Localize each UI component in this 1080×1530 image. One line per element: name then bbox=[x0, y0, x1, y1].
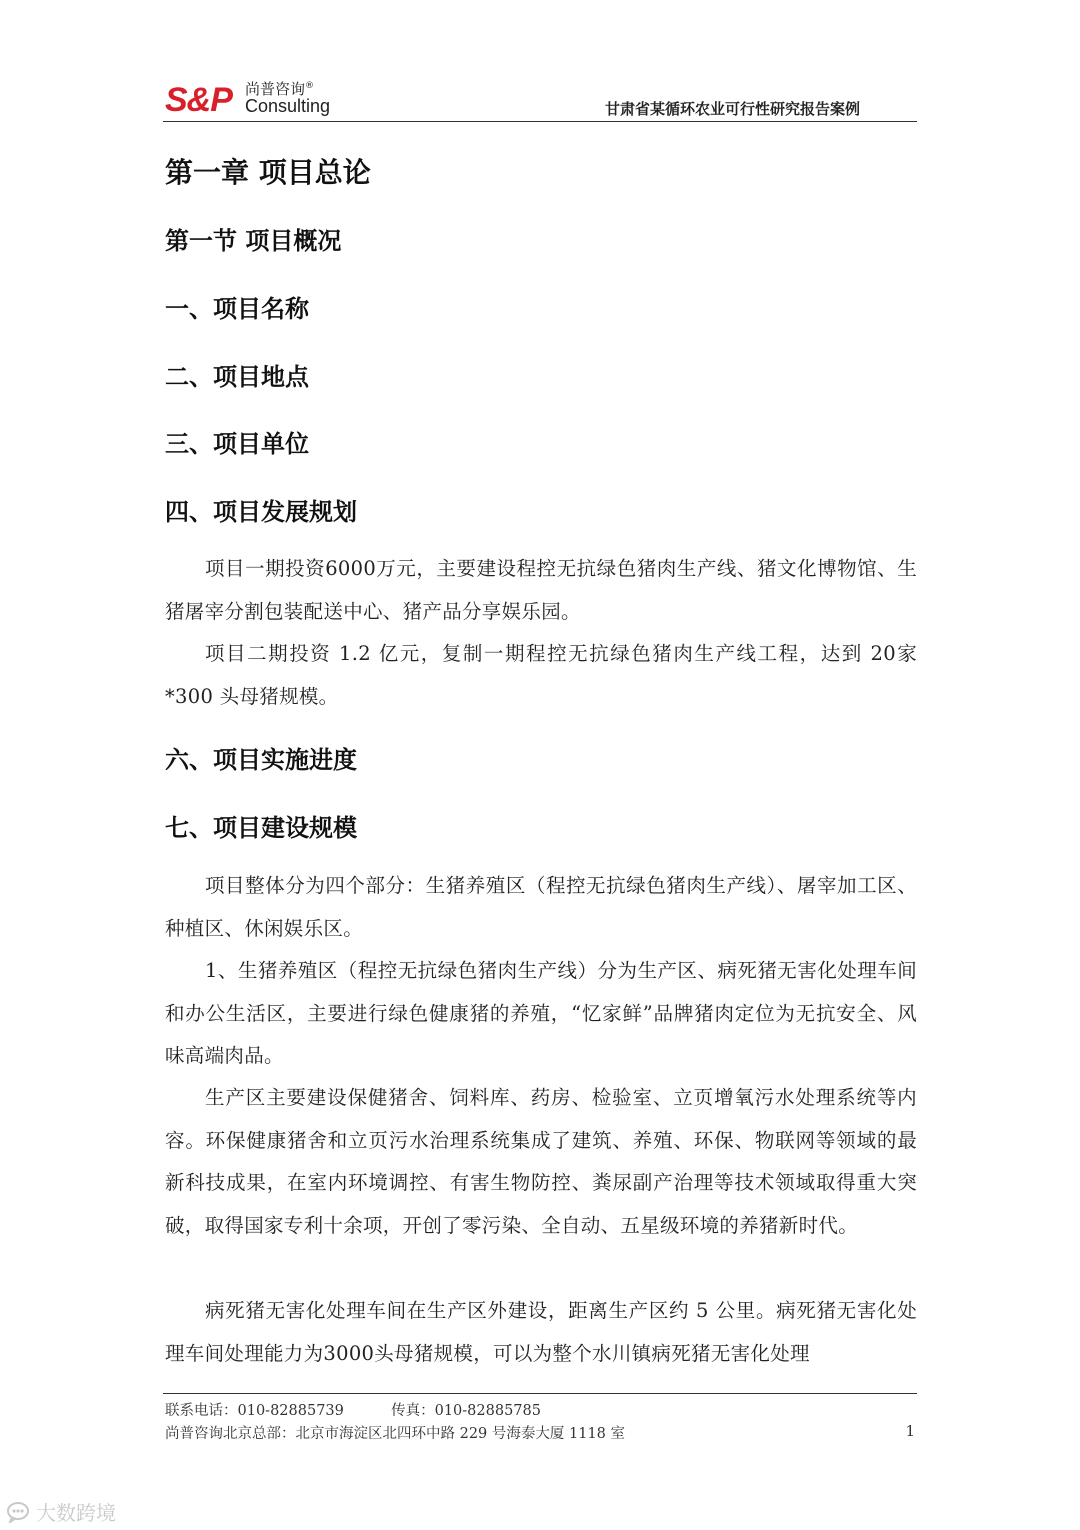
footer-divider bbox=[163, 1393, 917, 1394]
page-number: 1 bbox=[905, 1422, 915, 1440]
chat-bubble-icon bbox=[6, 1501, 32, 1523]
paragraph-overall: 项目整体分为四个部分：生猪养殖区（程控无抗绿色猪肉生产线）、屠宰加工区、种植区、休闲娱乐区。 bbox=[165, 874, 917, 940]
item-heading-plan: 四、项目发展规划 bbox=[165, 498, 357, 526]
paragraph-phase-one: 项目一期投资6000万元，主要建设程控无抗绿色猪肉生产线、猪文化博物馆、生猪屠宰分割包装配送中心、猪产品分享娱乐园。 bbox=[165, 557, 917, 623]
paragraph-production-area: 生产区主要建设保健猪舍、饲料库、药房、检验室、立页增氧污水处理系统等内容。环保健康猪舍和立页污水治理系统集成了建筑、养殖、环保、物联网等领域的最新科技成果，在室内环境调控、有害生物防控、粪尿副产治理等技术领域取得重大突破，取得国家专利十余项，开创了零污染、全自动、五星级环境的养猪新时代。 bbox=[165, 1086, 917, 1237]
footer-contact bbox=[165, 1399, 541, 1420]
paragraph-phase-two: 项目二期投资 1.2 亿元，复制一期程控无抗绿色猪肉生产线工程，达到 20家*300 头母猪规模。 bbox=[165, 642, 917, 708]
logo-chinese-name: 尚普咨询® bbox=[245, 80, 315, 98]
footer-phone: 联系电话：010-82885739 bbox=[165, 1403, 344, 1419]
logo-mark: S&P bbox=[165, 81, 232, 119]
watermark bbox=[6, 1497, 116, 1526]
item-heading-schedule: 六、项目实施进度 bbox=[165, 746, 357, 774]
paragraph-disposal-workshop: 病死猪无害化处理车间在生产区外建设，距离生产区约 5 公里。病死猪无害化处理车间处理能力为3000头母猪规模，可以为整个水川镇病死猪无害化处理 bbox=[165, 1299, 917, 1365]
item-heading-name: 一、项目名称 bbox=[165, 295, 309, 323]
item-heading-location: 二、项目地点 bbox=[165, 363, 309, 391]
header-divider bbox=[163, 121, 917, 122]
paragraph-breeding-area: 1、生猪养殖区（程控无抗绿色猪肉生产线）分为生产区、病死猪无害化处理车间和办公生活区，主要进行绿色健康猪的养殖，“忆家鲜”品牌猪肉定位为无抗安全、风味高端肉品。 bbox=[165, 959, 917, 1067]
item-heading-scale: 七、项目建设规模 bbox=[165, 814, 357, 842]
chapter-heading: 第一章 项目总论 bbox=[165, 156, 371, 189]
section-heading: 第一节 项目概况 bbox=[165, 227, 342, 255]
logo-english-name: Consulting bbox=[245, 96, 331, 116]
watermark-text: 大数跨境 bbox=[36, 1501, 116, 1525]
footer-fax: 传真：010-82885785 bbox=[391, 1403, 541, 1419]
document-title: 甘肃省某循环农业可行性研究报告案例 bbox=[604, 100, 860, 118]
company-logo bbox=[165, 78, 365, 120]
footer-address: 尚普咨询北京总部：北京市海淀区北四环中路 229 号海泰大厦 1118 室 bbox=[165, 1426, 626, 1442]
item-heading-unit: 三、项目单位 bbox=[165, 430, 309, 458]
